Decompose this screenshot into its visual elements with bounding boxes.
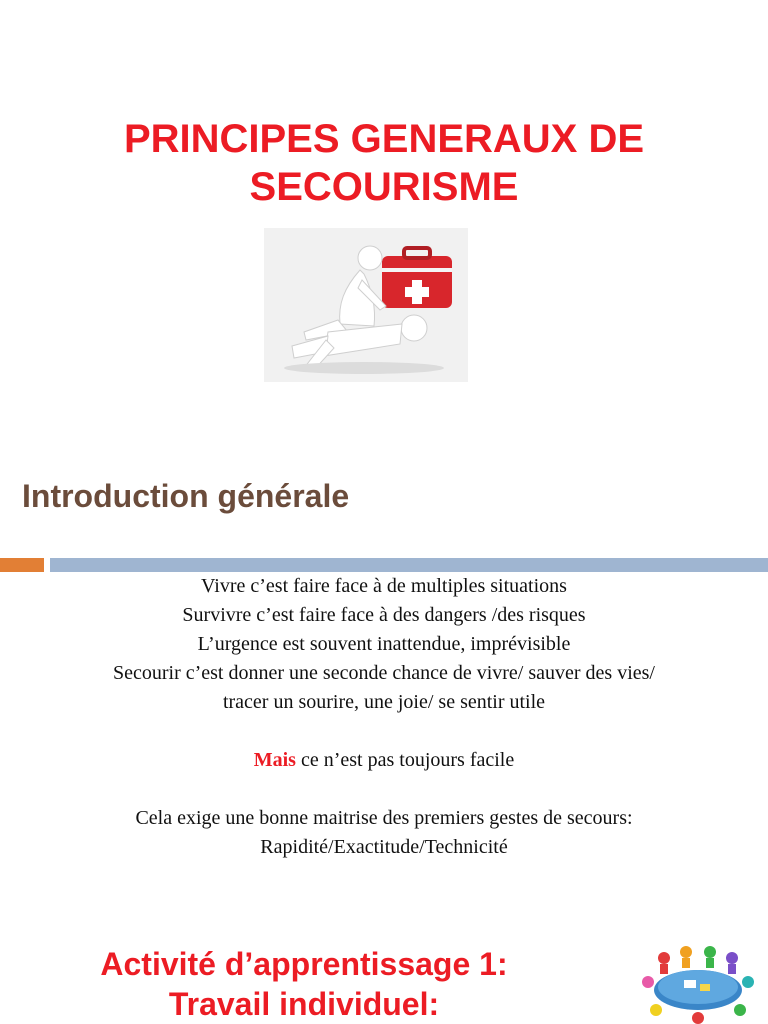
cpr-first-aid-icon xyxy=(264,228,468,382)
body-line: tracer un sourire, une joie/ se sentir utile xyxy=(222,691,546,713)
divider-accent xyxy=(0,558,44,572)
mais-word: Mais xyxy=(253,749,296,771)
mais-rest: ce n’est pas toujours facile xyxy=(295,749,515,771)
team-meeting-icon xyxy=(634,940,762,1024)
body-line: Cela exige une bonne maitrise des premiers gestes de secours: xyxy=(135,807,633,829)
page-title xyxy=(0,115,768,211)
title-line-2: SECOURISME xyxy=(249,165,519,209)
body-line: Secourir c’est donner une seconde chance de vivre/ sauver des vies/ xyxy=(112,662,655,684)
body-line: L’urgence est souvent inattendue, imprévisible xyxy=(197,633,571,655)
activity-line-1: Activité d’apprentissage 1: xyxy=(100,946,508,982)
intro-body xyxy=(0,572,768,862)
spacer xyxy=(0,775,768,804)
body-line: Survivre c’est faire face à des dangers /des risques xyxy=(182,604,586,626)
body-line: Vivre c’est faire face à de multiples situations xyxy=(201,575,567,597)
spacer xyxy=(0,717,768,746)
divider-bar xyxy=(50,558,768,572)
mais-line xyxy=(0,746,768,775)
activity-line-2: Travail individuel: xyxy=(168,986,440,1022)
body-line: Rapidité/Exactitude/Technicité xyxy=(260,836,508,858)
activity-heading xyxy=(0,944,608,1024)
section-heading: Introduction générale xyxy=(22,478,350,514)
title-line-1: PRINCIPES GENERAUX DE xyxy=(123,117,645,161)
